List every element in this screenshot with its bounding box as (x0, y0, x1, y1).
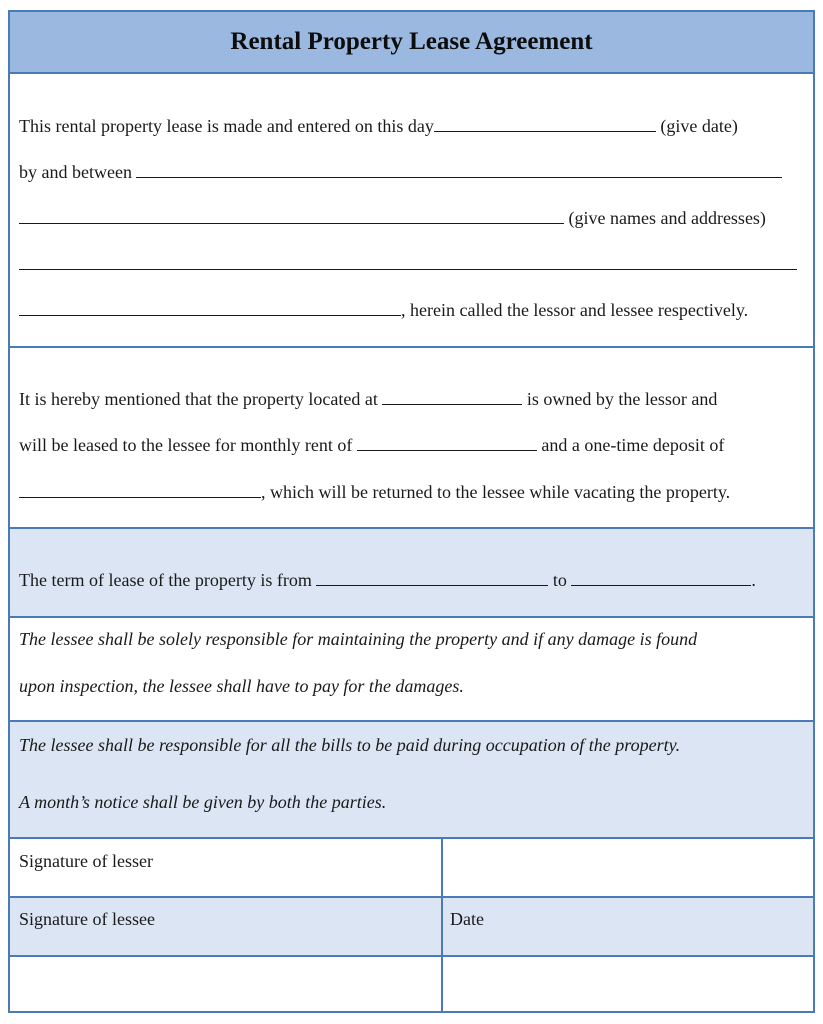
date-hint: (give date) (660, 116, 738, 136)
rent-text-a: will be leased to the lessee for monthly rent of (19, 435, 353, 455)
notice-line: A month’s notice shall be given by both the parties. (19, 792, 387, 812)
signature-row-1 (10, 839, 813, 897)
property-location-blank[interactable] (382, 390, 522, 405)
date-line (19, 116, 738, 137)
property-text-b: is owned by the lessor and (526, 389, 718, 409)
maintenance-line-2: upon inspection, the lessee shall have to pay for the damages. (19, 676, 464, 696)
names-line (19, 208, 766, 229)
term-text-c: . (751, 570, 756, 590)
date-label: Date (450, 909, 484, 929)
rent-line (19, 435, 724, 456)
lesser-signature-label: Signature of lesser (19, 851, 153, 871)
monthly-rent-blank[interactable] (357, 436, 537, 451)
deposit-blank[interactable] (19, 483, 261, 498)
document-title: Rental Property Lease Agreement (230, 28, 593, 55)
date-line-text: This rental property lease is made and entered on this day (19, 116, 434, 136)
term-from-blank[interactable] (316, 571, 548, 586)
term-section (10, 529, 813, 618)
deposit-line (19, 482, 730, 503)
address-line (19, 254, 797, 275)
term-line (19, 570, 756, 591)
names-hint: (give names and addresses) (568, 208, 766, 228)
title-bar (10, 12, 813, 74)
column-divider (441, 839, 443, 1011)
maintenance-line-1: The lessee shall be solely responsible for maintaining the property and if any damage is found (19, 629, 698, 649)
property-section (10, 348, 813, 529)
row-divider-1 (10, 896, 813, 898)
lessee-signature-label: Signature of lessee (19, 909, 155, 929)
rent-text-b: and a one-time deposit of (541, 435, 725, 455)
lessor-lessee-text: , herein called the lessor and lessee respectively. (401, 300, 749, 320)
signature-row-3 (10, 956, 813, 1011)
lease-agreement-form (8, 10, 815, 1013)
property-line (19, 389, 717, 410)
parties-section (10, 72, 813, 348)
address-blank[interactable] (19, 255, 797, 270)
names-blank[interactable] (19, 209, 564, 224)
between-line (19, 162, 782, 183)
between-text: by and between (19, 162, 132, 182)
term-text-a: The term of lease of the property is from (19, 570, 312, 590)
signature-row-2 (10, 897, 813, 956)
bills-line: The lessee shall be responsible for all the bills to be paid during occupation of the property. (19, 735, 681, 755)
maintenance-section (10, 618, 813, 722)
bills-section (10, 722, 813, 839)
property-text-a: It is hereby mentioned that the property located at (19, 389, 378, 409)
lessor-lessee-line (19, 300, 748, 321)
deposit-text: , which will be returned to the lessee while vacating the property. (261, 482, 731, 502)
term-text-b: to (552, 570, 567, 590)
row-divider-2 (10, 955, 813, 957)
between-blank[interactable] (136, 163, 782, 178)
date-blank[interactable] (434, 117, 656, 132)
lessor-lessee-blank[interactable] (19, 301, 401, 316)
term-to-blank[interactable] (571, 571, 751, 586)
